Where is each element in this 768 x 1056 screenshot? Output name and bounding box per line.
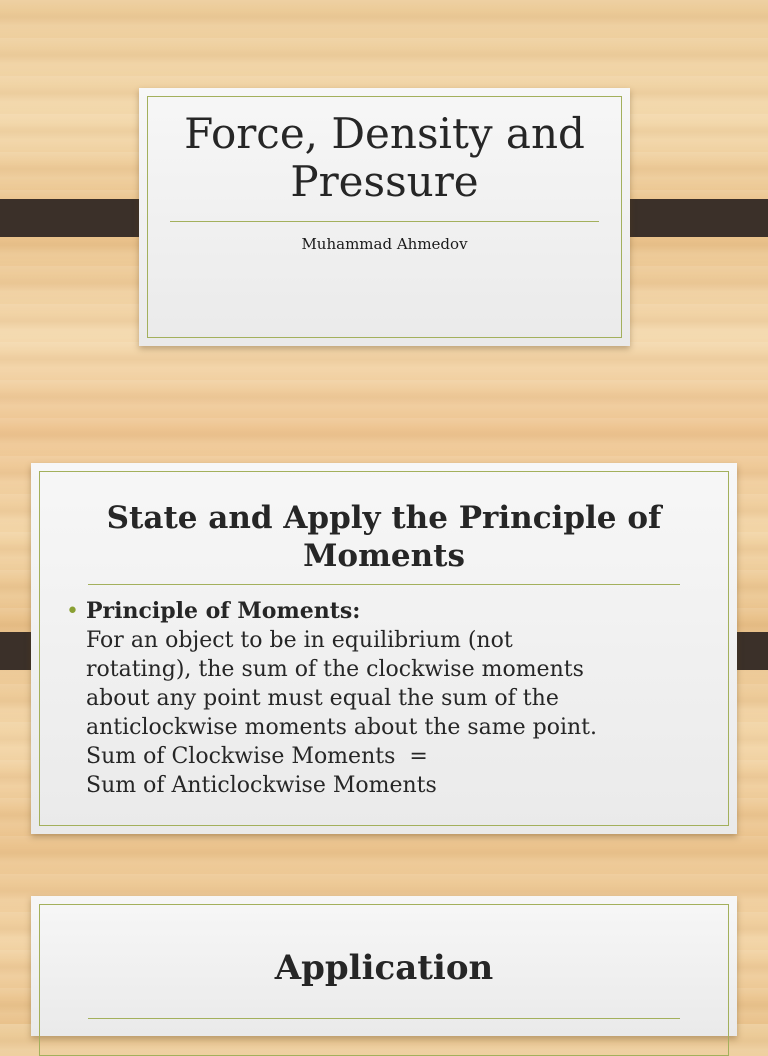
slide-title: Application xyxy=(274,948,494,988)
bullet-heading: Principle of Moments: xyxy=(86,598,361,624)
application-slide[interactable] xyxy=(31,896,737,1036)
slide-title-line-1: Force, Density and xyxy=(184,109,585,158)
slide-title xyxy=(51,499,717,575)
slide-title-line-2: Pressure xyxy=(290,157,479,206)
title-slide[interactable] xyxy=(139,88,630,346)
title-divider xyxy=(88,1018,680,1019)
body-line-3: about any point must equal the sum of the xyxy=(86,686,559,711)
title-divider xyxy=(88,584,680,585)
decorative-bar-left xyxy=(0,199,156,237)
slide-body xyxy=(66,597,707,800)
slide-title-line-1: State and Apply the Principle of xyxy=(106,500,662,536)
title-divider xyxy=(170,221,599,222)
slide-author: Muhammad Ahmedov xyxy=(301,235,468,253)
body-line-6: Sum of Anticlockwise Moments xyxy=(86,773,437,798)
decorative-bar-right xyxy=(612,199,768,237)
body-line-1: For an object to be in equilibrium (not xyxy=(86,628,513,653)
body-line-4: anticlockwise moments about the same point. xyxy=(86,715,597,740)
body-line-2: rotating), the sum of the clockwise moments xyxy=(86,657,584,682)
principle-slide[interactable] xyxy=(31,463,737,834)
slide-title-line-2: Moments xyxy=(303,538,465,574)
bullet-icon: • xyxy=(66,599,79,624)
body-line-5: Sum of Clockwise Moments = xyxy=(86,744,428,769)
slide-title xyxy=(139,110,630,206)
